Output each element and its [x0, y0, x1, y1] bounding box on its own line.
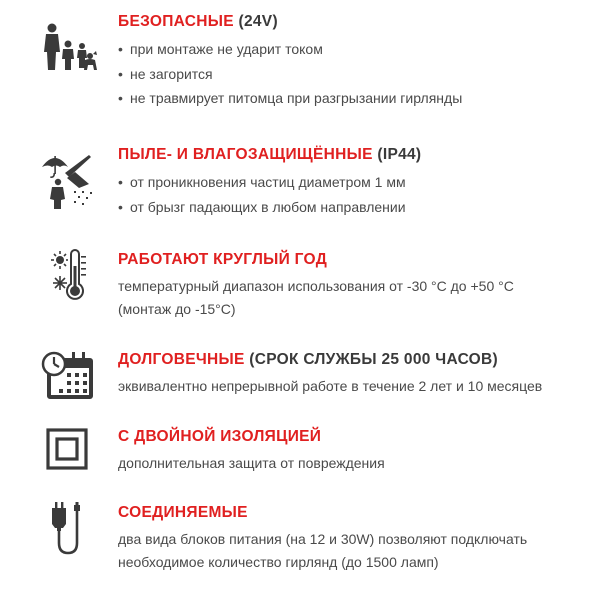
family-icon — [38, 18, 100, 80]
description-line: дополнительная защита от повреждения — [118, 455, 385, 471]
feature-connectable-text — [118, 503, 590, 574]
bullet-text: от проникновения частиц диаметром 1 мм — [130, 174, 406, 190]
list-item — [118, 195, 590, 220]
list-item — [118, 86, 590, 111]
description-line: два вида блоков питания (на 12 и 30W) позволяют подключать — [118, 531, 528, 547]
feature-double-insulation-heading: С ДВОЙНОЙ ИЗОЛЯЦИЕЙ — [118, 428, 322, 445]
feature-waterproof-bullets — [118, 170, 590, 219]
description-line: (монтаж до -15°С) — [118, 301, 236, 317]
feature-waterproof-rating: (IP44) — [377, 146, 422, 163]
bullet-text: не загорится — [130, 65, 213, 82]
umbrella-rain-icon — [38, 147, 100, 209]
feature-connectable-description — [118, 528, 590, 574]
feature-waterproof-text — [118, 145, 590, 219]
feature-safe-voltage: (24V) — [238, 13, 278, 30]
feature-double-insulation-text — [118, 427, 590, 475]
double-insulation-icon — [38, 424, 100, 486]
list-item — [118, 62, 590, 87]
bullet-marker: • — [118, 174, 123, 190]
feature-double-insulation-description — [118, 452, 590, 475]
feature-waterproof-heading: ПЫЛЕ- И ВЛАГОЗАЩИЩЁННЫЕ — [118, 146, 373, 163]
description-line: необходимое количество гирлянд (до 1500 ламп) — [118, 554, 439, 570]
feature-year-round-text — [118, 250, 590, 321]
bullet-marker: • — [118, 90, 123, 106]
description-line: эквивалентно непрерывной работе в течение 2 лет и 10 месяцев — [118, 378, 543, 394]
feature-year-round-heading: РАБОТАЮТ КРУГЛЫЙ ГОД — [118, 251, 328, 268]
feature-waterproof-title — [118, 145, 590, 165]
bullet-marker: • — [118, 41, 123, 57]
power-connector-icon — [38, 499, 100, 561]
bullet-text: не травмирует питомца при разгрызании гирлянды — [130, 90, 463, 106]
feature-durable-text — [118, 350, 590, 398]
bullet-text: от брызг падающих в любом направлении — [130, 198, 406, 215]
feature-year-round-title — [118, 250, 590, 270]
feature-safe-text — [118, 12, 590, 111]
feature-durable-lifetime: (СРОК СЛУЖБЫ 25 000 ЧАСОВ) — [249, 351, 498, 368]
list-item — [118, 37, 590, 62]
bullet-text: при монтаже не ударит током — [130, 41, 323, 57]
list-item — [118, 170, 590, 195]
bullet-marker: • — [118, 198, 123, 215]
feature-safe-bullets — [118, 37, 590, 111]
feature-safe-title — [118, 12, 590, 32]
thermometer-icon — [38, 246, 100, 308]
calendar-clock-icon — [38, 346, 100, 408]
feature-durable-description — [118, 375, 590, 398]
description-line: температурный диапазон использования от -30 °С до +50 °С — [118, 278, 514, 294]
feature-year-round-description — [118, 275, 590, 321]
feature-durable-title — [118, 350, 590, 370]
feature-durable-heading: ДОЛГОВЕЧНЫЕ — [118, 351, 245, 368]
feature-double-insulation-title — [118, 427, 590, 447]
bullet-marker: • — [118, 65, 123, 82]
feature-connectable-heading: СОЕДИНЯЕМЫЕ — [118, 504, 248, 521]
feature-connectable-title — [118, 503, 590, 523]
feature-safe-heading: БЕЗОПАСНЫЕ — [118, 13, 234, 30]
